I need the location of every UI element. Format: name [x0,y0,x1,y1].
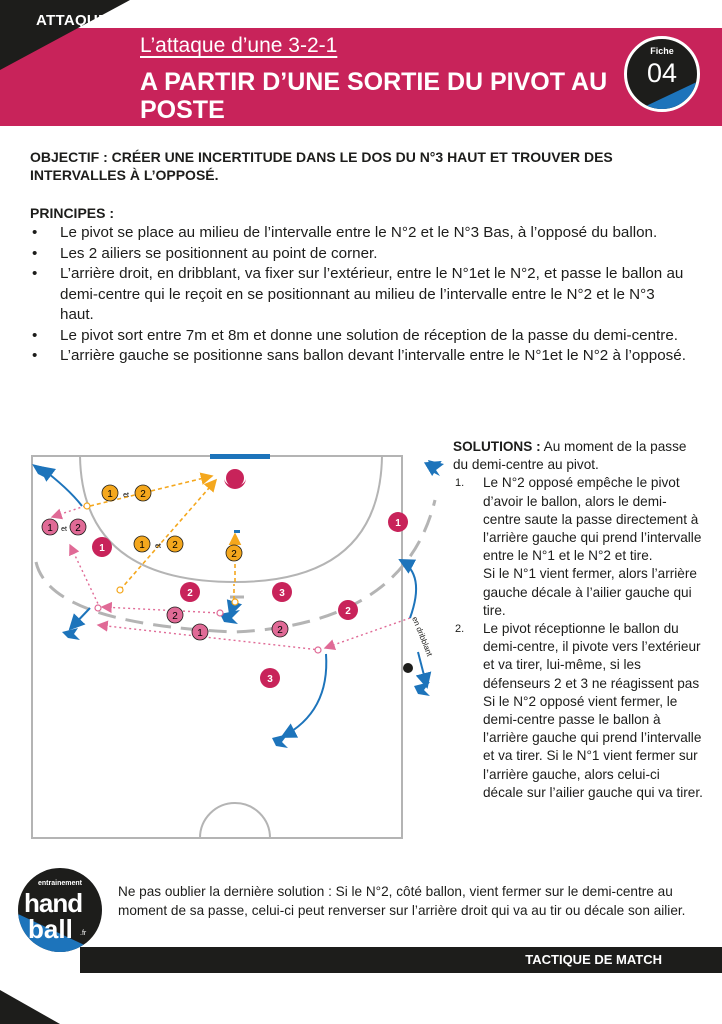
defenders [89,469,411,688]
solutions-block [453,438,703,802]
fiche-label: Fiche [650,46,674,56]
logo-hand-text: hand [24,888,83,918]
attacker-icon [272,734,288,748]
court-diagram [30,442,450,842]
principles-list [30,223,690,367]
pass-marker: 2 [140,489,146,500]
principle-item: • Les 2 ailiers se positionnent au point de corner. [30,244,690,265]
pink-passes [52,506,410,650]
fiche-badge [624,36,700,112]
ball-icon [403,663,413,673]
logo-fr-text: .fr [80,930,87,937]
pass-marker: 2 [172,611,178,622]
principle-item: • L’arrière gauche se positionne sans ballon devant l’intervalle entre le N°1et le N°2 à l’opposé. [30,346,690,367]
solution-text: Le pivot réceptionne le ballon du demi-centre, il pivote vers l’extérieur et va tirer, lui-même, si les défenseurs 2 et 3 ne réagissent pas [483,621,701,691]
principle-item: • L’arrière droit, en dribblant, va fixer sur l’extérieur, entre le N°1et le N°2, et passe le ballon au demi-centre qui le reçoit en se positionnant au milieu de l’intervalle entre le N°2 et le N°3 haut. [30,264,690,326]
court-boundary [32,456,402,838]
pass-line [102,607,220,613]
pass-marker: 2 [277,625,283,636]
fiche-number: 04 [646,58,678,88]
logo-ball-text: ball [28,914,73,944]
player-start [117,587,123,593]
defender-number: 3 [279,588,285,599]
pass-marker: 1 [107,489,113,500]
defender-number: 3 [267,674,273,685]
attacker-icon [62,628,80,640]
player-start [315,647,321,653]
player-start [84,503,90,509]
player-start [95,605,101,611]
move-line [282,654,326,737]
move-line [40,467,82,506]
pass-marker: 2 [75,523,81,534]
page-subtitle: L’attaque d’une 3-2-1 [140,34,338,57]
principles-heading: PRINCIPES : [30,205,115,221]
defender-pivot [224,469,246,489]
principle-item: • Le pivot se place au milieu de l’intervalle entre le N°2 et le N°3 Bas, à l’opposé du ballon. [30,223,690,244]
defender-number: 2 [345,606,351,617]
solution-text: Le N°2 opposé empêche le pivot d’avoir le ballon, alors le demi-centre saute la passe directement à l’arrière gauche qui prend l’intervalle entre le N°1 et le N°2 et tire. [483,475,702,564]
court-lines [32,456,402,838]
center-circle [200,803,270,838]
pass-marker: 2 [172,540,178,551]
solutions-heading: SOLUTIONS : [453,439,541,454]
solutions-list [453,474,703,802]
solutions-intro: Au moment de la passe du demi-centre au pivot. [453,439,687,473]
corner-triangle [0,0,130,70]
solution-number: 2. [455,623,465,636]
principle-item: • Le pivot sort entre 7m et 8m et donne une solution de réception de la passe du demi-centre. [30,326,690,347]
solution-followup: Si le N°1 vient fermer, alors l’arrière gauche décale à l’ailier gauche qui tire. [483,566,697,618]
solution-followup: Si le N°2 opposé vient fermer, le demi-centre passe le ballon à l’arrière gauche qui prend l’intervalle et va tirer. Si le N°1 vient fermer sur l’arrière gauche, alors celui-ci décale sur l’ailier gauche qui va tirer. [483,693,703,800]
section-tag: ATTAQUE [36,12,109,29]
defender-number: 1 [395,518,401,529]
attacker-icon [414,682,430,696]
page-title: A PARTIR D’UNE SORTIE DU PIVOT AU POSTE [140,68,608,124]
pass-marker: 1 [139,540,145,551]
solution-number: 1. [455,477,465,490]
pass-line [325,618,410,648]
et-label: et [61,526,67,533]
footer-band [80,947,722,973]
goal [210,454,270,459]
solution-item [453,620,703,802]
dribble-label: en dribblant [410,615,435,658]
solution-item [453,474,703,620]
pass-marker: 1 [47,523,53,534]
move-line [418,652,427,687]
player-start [232,599,238,605]
pass-line [52,506,85,517]
pivot-marker [234,530,240,533]
reminder-text: Ne pas oublier la dernière solution : Si le N°2, côté ballon, vient fermer sur le demi-centre au moment de sa passe, celui-ci peut renverser sur l’arrière droit qui va au tir ou décale son ailier. [118,884,686,918]
objective-text: OBJECTIF : CRÉER UNE INCERTITUDE DANS LE DOS DU N°3 HAUT ET TROUVER DES INTERVALLES À L’OPPOSÉ. [30,149,613,183]
defender-number: 2 [187,588,193,599]
et-label: et [155,543,161,550]
pass-marker: 2 [231,549,237,560]
logo-small-text: entrainement [38,880,82,887]
player-start [217,610,223,616]
et-label: et [123,492,129,499]
move-line [70,608,90,629]
attacker-icons [32,460,444,748]
pass-marker: 1 [197,628,203,639]
handball-logo [18,868,102,952]
bottom-corner-triangle [0,990,60,1024]
defender-number: 1 [99,543,105,554]
footer-category: TACTIQUE DE MATCH [525,952,662,967]
